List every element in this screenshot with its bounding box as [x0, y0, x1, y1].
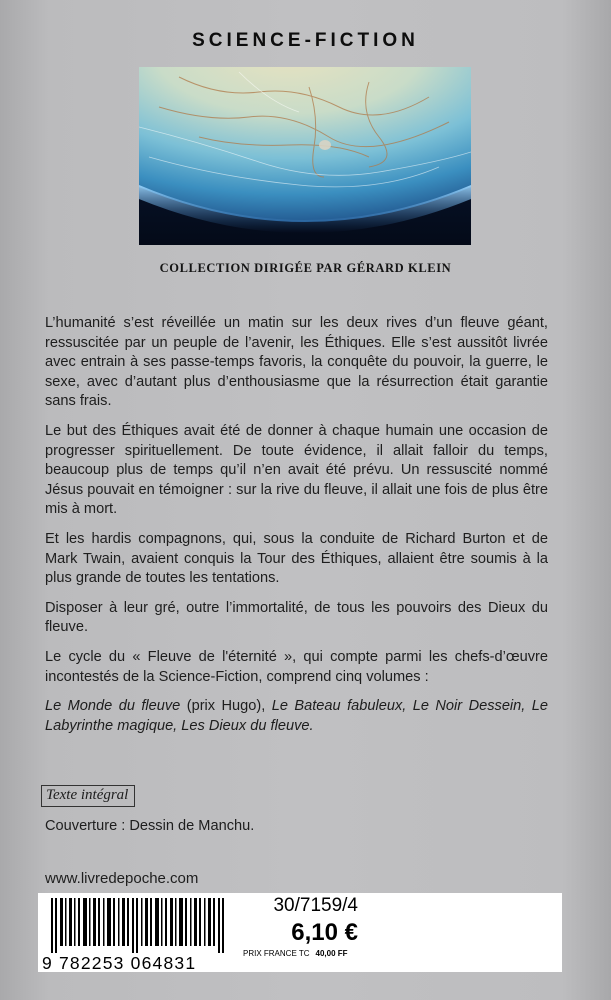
- planet-image: [139, 67, 471, 245]
- cover-credit: Couverture : Dessin de Manchu.: [45, 818, 255, 834]
- volume-list: [45, 697, 548, 736]
- price-france-label: PRIX FRANCE TC: [243, 949, 310, 958]
- synopsis-paragraph-2: Le but des Éthiques avait été de donner à chaque humain une occasion de progresser spirituellement. De toute évidence, il allait falloir du temps, beaucoup plus de temps qu’il n’en avait été prévu. Un ressuscité nommé Jésus pouvait en témoigner : sur la rive du fleuve, il allait une fois de plus être mis à mort.: [45, 422, 548, 518]
- other-volumes: Le Bateau fabuleux, Le Noir Dessein, Le Labyrinthe magique, Les Dieux du fleuve.: [45, 698, 548, 734]
- price-france-value: 40,00 FF: [315, 949, 348, 958]
- synopsis-paragraph-3: Et les hardis compagnons, qui, sous la conduite de Richard Burton et de Mark Twain, avaient conquis la Tour des Éthiques, allaient être soumis à la plus grande de toutes les tentations.: [45, 530, 548, 587]
- synopsis-paragraph-1: L’humanité s’est réveillée un matin sur les deux rives d’un fleuve géant, ressuscitée par un peuple de l’avenir, les Éthiques. Elle s’est aussitôt livrée avec entrain à ses passe-temps favoris, la conquête du pouvoir, la guerre, le sexe, avec d’autant plus d’enthousiasme que la résurrection était garantie sans frais.: [45, 315, 548, 410]
- barcode-label: [38, 893, 562, 972]
- volume-1-title: Le Monde du fleuve: [45, 698, 181, 715]
- reference-code: 30/7159/4: [273, 895, 358, 916]
- website-url: www.livredepoche.com: [45, 870, 199, 887]
- collection-director: COLLECTION DIRIGÉE PAR GÉRARD KLEIN: [159, 261, 452, 275]
- volume-1-award: (prix Hugo),: [180, 698, 272, 715]
- synopsis-paragraph-5: Le cycle du « Fleuve de l'éternité », qui compte parmi les chefs-d’œuvre incontestés de la Science-Fiction, comprend cinq volumes :: [45, 648, 548, 685]
- synopsis: [45, 314, 548, 746]
- price-france: [243, 949, 348, 958]
- cover-illustration: [139, 67, 471, 245]
- series-title: SCIENCE-FICTION: [192, 30, 419, 51]
- integral-text-label: Texte intégral: [41, 785, 135, 807]
- price-euro: 6,10 €: [291, 919, 358, 946]
- synopsis-paragraph-4: Disposer à leur gré, outre l’immortalité, de tous les pouvoirs des Dieux du fleuve.: [45, 599, 548, 636]
- isbn-digits: 9 782253 064831: [42, 953, 197, 973]
- barcode-bars: [51, 898, 236, 953]
